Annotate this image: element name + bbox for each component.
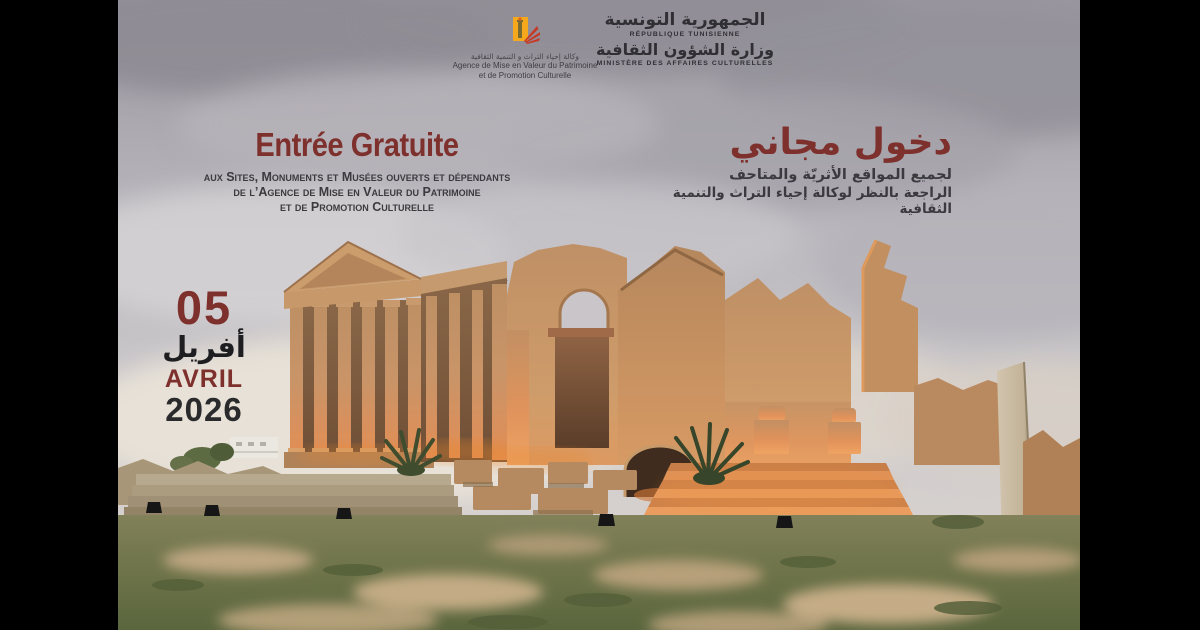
poster [118,0,1080,630]
free-entry-title-french: Entrée Gratuite [255,126,459,163]
ministry-logo-block [585,12,785,67]
agency-name-arabic: وكالة إحياء التراث و التنمية الثقافية [470,52,580,61]
republic-calligraphy-arabic: الجمهورية التونسية [604,10,766,30]
event-date-block [126,281,282,429]
announcement-arabic-line2: الراجعة بالنظر لوكالة إحياء التراث والتنمية الثقافية [672,184,952,218]
announcement-arabic [622,122,952,218]
agency-column-logo-icon [509,16,541,50]
poster-overlay [118,0,1080,630]
event-month-french: AVRIL [164,364,244,393]
event-year: 2026 [165,391,243,429]
agency-name-french-line1: Agence de Mise en Valeur du Patrimoine [452,61,598,70]
event-day: 05 [175,281,233,334]
free-entry-title-arabic: دخول مجاني [729,122,952,163]
announcement-french-line3: et de Promotion Culturelle [279,199,435,214]
announcement-french-line1: aux Sites, Monuments et Musées ouverts et dépendants [203,169,511,184]
announcement-arabic-line1: لجميع المواقع الأثريّة والمتاحف [729,167,952,184]
announcement-french [180,128,534,215]
ministry-label-french: MINISTÈRE DES AFFAIRES CULTURELLES [596,59,774,67]
republic-label-french: RÉPUBLIQUE TUNISIENNE [629,30,741,38]
ministry-calligraphy-arabic: وزارة الشؤون الثقافية [595,39,775,59]
event-month-arabic: أفريل [162,330,246,364]
agency-name-french-line2: et de Promotion Culturelle [478,71,572,80]
announcement-french-line2: de l’Agence de Mise en Valeur du Patrimoine [233,184,481,199]
